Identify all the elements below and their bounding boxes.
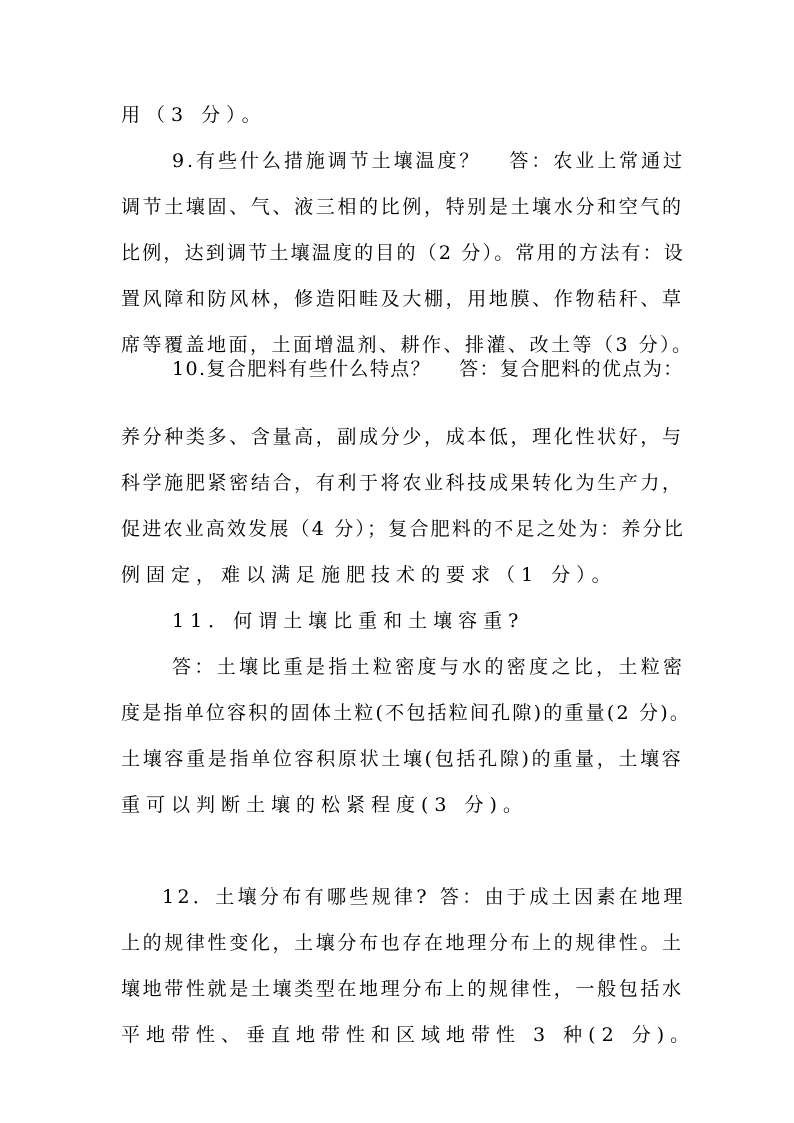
text-line: 比例，达到调节土壤温度的目的（2 分）。常用的方法有：设 xyxy=(121,242,685,264)
question-11: 11．何谓土壤比重和土壤容重? xyxy=(172,610,525,632)
answer-9-start: 答：农业上常通过 xyxy=(509,150,685,172)
text-line: 平地带性、垂直地带性和区域地带性 3 种(2 分)。 xyxy=(121,1024,696,1046)
question-10: 10.复合肥料有些什么特点？ xyxy=(172,358,432,380)
text-line: 席等覆盖地面，土面增温剂、耕作、排灌、改土等（3 分）。 xyxy=(121,334,694,356)
question-12-line xyxy=(162,877,686,917)
text-line: 重可以判断土壤的松紧程度(3 分)。 xyxy=(121,794,528,816)
answer-11-start: 答：土壤比重是指土粒密度与水的密度之比，土粒密 xyxy=(172,656,686,678)
question-9: 9.有些什么措施调节土壤温度？ xyxy=(172,150,482,172)
question-10-line xyxy=(172,349,682,389)
text-line: 土壤容重是指单位容积原状土壤(包括孔隙)的重量，土壤容 xyxy=(121,748,684,770)
text-line: 促进农业高效发展（4 分）；复合肥料的不足之处为：养分比 xyxy=(121,518,685,540)
text-line: 度是指单位容积的固体土粒(不包括粒间孔隙)的重量(2 分)。 xyxy=(121,702,692,724)
text-line: 科学施肥紧密结合，有利于将农业科技成果转化为生产力， xyxy=(121,472,684,494)
answer-10-start: 答：复合肥料的优点为： xyxy=(459,358,684,380)
question-12: 12．土壤分布有哪些规律? xyxy=(162,886,430,908)
text-line: 上的规律性变化，土壤分布也存在地理分布上的规律性。土 xyxy=(121,932,684,954)
text-line: 用（3 分）。 xyxy=(121,104,267,126)
question-9-line xyxy=(172,141,685,181)
text-line: 调节土壤固、气、液三相的比例，特别是土壤水分和空气的 xyxy=(121,196,684,218)
text-line: 养分种类多、含量高，副成分少，成本低，理化性状好，与 xyxy=(121,426,684,448)
text-line: 壤地带性就是土壤类型在地理分布上的规律性，一般包括水 xyxy=(121,978,684,1000)
answer-12-start: 答：由于成土因素在地理 xyxy=(439,886,686,908)
text-line: 例固定，难以满足施肥技术的要求（1 分）。 xyxy=(121,564,617,586)
text-line: 置风障和防风林，修造阳畦及大棚，用地膜、作物秸秆、草 xyxy=(121,288,684,310)
